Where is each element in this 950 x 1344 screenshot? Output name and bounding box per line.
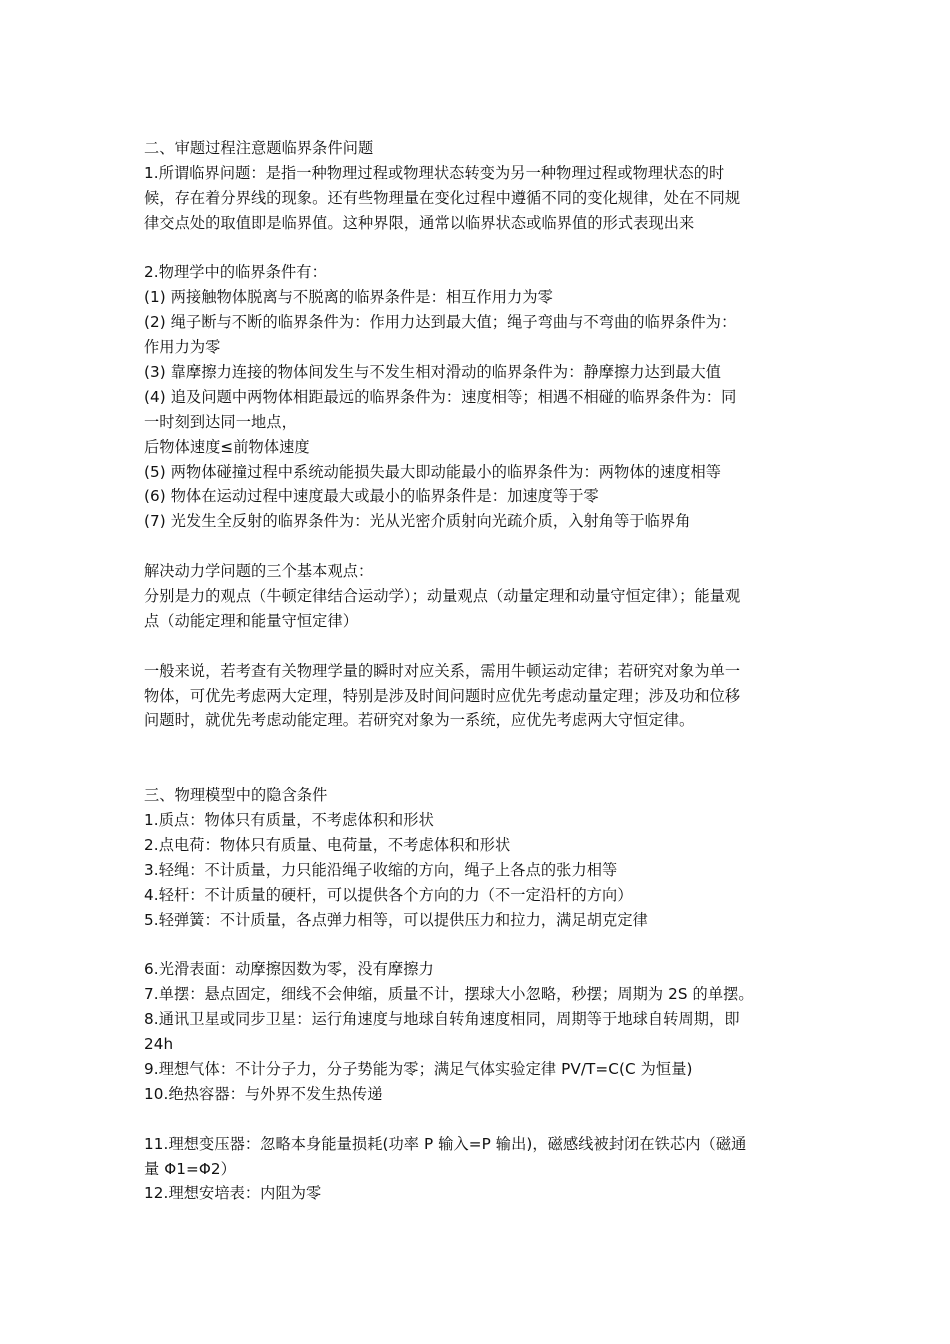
- critical-condition-line: (7) 光发生全反射的临界条件为：光从光密介质射向光疏介质，入射角等于临界角: [144, 512, 691, 531]
- critical-problem-definition-line: 1.所谓临界问题：是指一种物理过程或物理状态转变为另一种物理过程或物理状态的时: [144, 163, 725, 182]
- model-condition-line: 1.质点：物体只有质量，不考虑体积和形状: [144, 811, 434, 830]
- model-condition-line: 6.光滑表面：动摩擦因数为零，没有摩擦力: [144, 960, 434, 979]
- model-condition-line: 量 Φ1=Φ2）: [144, 1159, 236, 1178]
- critical-problem-definition-line: 候，存在着分界线的现象。还有些物理量在变化过程中遵循不同的变化规律，处在不同规: [144, 188, 741, 207]
- critical-conditions-title: 2.物理学中的临界条件有：: [144, 263, 327, 282]
- spacer: [144, 634, 806, 659]
- critical-condition-line: (3) 靠摩擦力连接的物体间发生与不发生相对滑动的临界条件为：静摩擦力达到最大值: [144, 363, 722, 382]
- critical-condition-line: 一时刻到达同一地点，: [144, 412, 297, 431]
- general-guidance-line: 问题时，就优先考虑动能定理。若研究对象为一系统，应优先考虑两大守恒定律。: [144, 711, 695, 730]
- document-body: [144, 136, 806, 1206]
- model-condition-line: 24h: [144, 1035, 174, 1054]
- critical-condition-line: (1) 两接触物体脱离与不脱离的临界条件是：相互作用力为零: [144, 288, 553, 307]
- section-2-heading: 二、审题过程注意题临界条件问题: [144, 139, 374, 157]
- model-condition-line: 10.绝热容器：与外界不发生热传递: [144, 1084, 383, 1103]
- model-condition-line: 3.轻绳：不计质量，力只能沿绳子收缩的方向，绳子上各点的张力相等: [144, 860, 618, 879]
- section-3-heading: 三、物理模型中的隐含条件: [144, 786, 328, 805]
- model-condition-line: 9.理想气体：不计分子力，分子势能为零；满足气体实验定律 PV/T=C(C 为恒量): [144, 1059, 693, 1078]
- critical-condition-line: 后物体速度≤前物体速度: [144, 437, 310, 456]
- dynamics-views-title: 解决动力学问题的三个基本观点：: [144, 562, 374, 581]
- spacer: [144, 236, 806, 261]
- critical-condition-line: (6) 物体在运动过程中速度最大或最小的临界条件是：加速度等于零: [144, 487, 599, 506]
- dynamics-views-line: 分别是力的观点（牛顿定律结合运动学）；动量观点（动量定理和动量守恒定律）；能量观: [144, 587, 741, 606]
- dynamics-views-line: 点（动能定理和能量守恒定律）: [144, 611, 359, 630]
- spacer: [144, 933, 806, 958]
- critical-condition-line: (5) 两物体碰撞过程中系统动能损失最大即动能最小的临界条件为：两物体的速度相等: [144, 462, 722, 481]
- spacer: [144, 733, 806, 783]
- model-condition-line: 8.通讯卫星或同步卫星：运行角速度与地球自转角速度相同，周期等于地球自转周期，即: [144, 1010, 740, 1029]
- critical-condition-line: (4) 追及问题中两物体相距最远的临界条件为：速度相等；相遇不相碰的临界条件为：同: [144, 387, 737, 406]
- critical-problem-definition-line: 律交点处的取值即是临界值。这种界限，通常以临界状态或临界值的形式表现出来: [144, 213, 695, 232]
- model-condition-line: 12.理想安培表：内阻为零: [144, 1184, 322, 1203]
- general-guidance-line: 物体，可优先考虑两大定理，特别是涉及时间问题时应优先考虑动量定理；涉及功和位移: [144, 686, 741, 705]
- critical-condition-line: (2) 绳子断与不断的临界条件为：作用力达到最大值；绳子弯曲与不弯曲的临界条件为：: [144, 313, 737, 332]
- model-condition-line: 4.轻杆：不计质量的硬杆，可以提供各个方向的力（不一定沿杆的方向）: [144, 885, 633, 904]
- general-guidance-line: 一般来说，若考查有关物理学量的瞬时对应关系，需用牛顿运动定律；若研究对象为单一: [144, 661, 741, 680]
- model-condition-line: 5.轻弹簧：不计质量，各点弹力相等，可以提供压力和拉力，满足胡克定律: [144, 910, 648, 929]
- spacer: [144, 534, 806, 559]
- spacer: [144, 1107, 806, 1132]
- model-condition-line: 11.理想变压器：忽略本身能量损耗(功率 P 输入=P 输出)，磁感线被封闭在铁芯内（磁通: [144, 1134, 747, 1153]
- model-condition-line: 2.点电荷：物体只有质量、电荷量，不考虑体积和形状: [144, 835, 511, 854]
- critical-condition-line: 作用力为零: [144, 338, 221, 357]
- model-condition-line: 7.单摆：悬点固定，细线不会伸缩，质量不计，摆球大小忽略，秒摆；周期为 2S 的单摆。: [144, 985, 754, 1004]
